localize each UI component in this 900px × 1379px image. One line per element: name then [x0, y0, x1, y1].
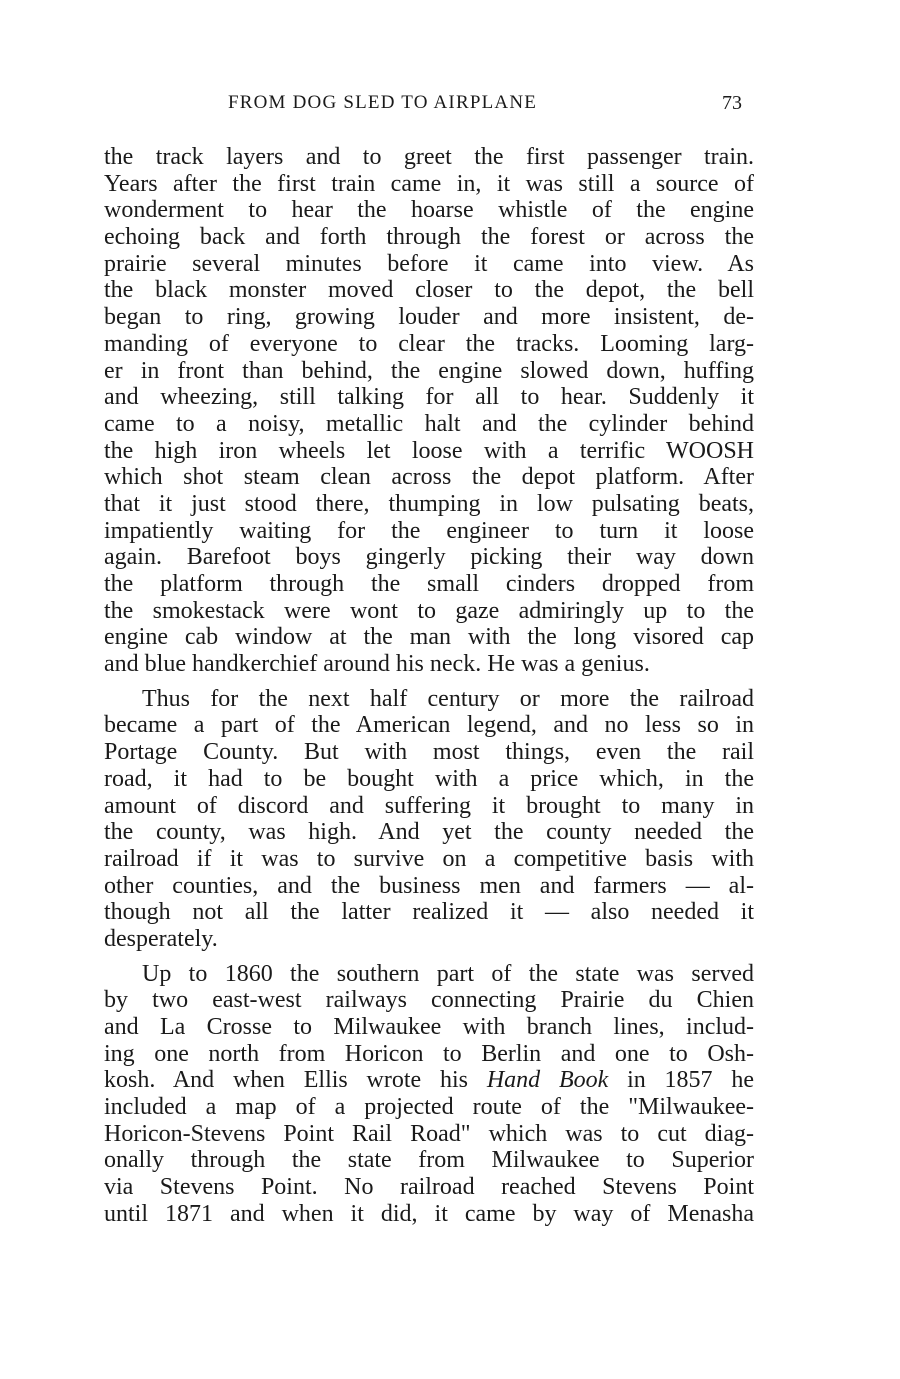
text-line: Years after the first train came in, it was still a source of	[104, 170, 754, 197]
text-line: by two east-west railways connecting Prairie du Chien	[104, 987, 754, 1014]
text-line: onally through the state from Milwaukee to Superior	[104, 1147, 754, 1174]
text-segment: kosh. And when Ellis wrote his	[104, 1067, 468, 1094]
text-line: again. Barefoot boys gingerly picking their way down	[104, 544, 754, 571]
text-line: and La Crosse to Milwaukee with branch lines, includ-	[104, 1014, 754, 1040]
paragraph-3	[104, 961, 754, 1228]
text-line: became a part of the American legend, and no less so in	[104, 712, 754, 739]
text-line: via Stevens Point. No railroad reached Stevens Point	[104, 1174, 754, 1201]
text-line: railroad if it was to survive on a competitive basis with	[104, 845, 754, 872]
text-line: came to a noisy, metallic halt and the cylinder behind	[104, 410, 754, 437]
text-line: the high iron wheels let loose with a terrific WOOSH	[104, 437, 754, 464]
text-line: ing one north from Horicon to Berlin and one to Osh-	[104, 1040, 754, 1067]
text-line: the platform through the small cinders dropped from	[104, 571, 754, 597]
paragraph-1	[104, 144, 754, 678]
text-line: amount of discord and suffering it brought to many in	[104, 792, 754, 819]
paragraph-2	[104, 686, 754, 953]
text-line: manding of everyone to clear the tracks. Looming larg-	[104, 330, 754, 357]
text-line: began to ring, growing louder and more insistent, de-	[104, 304, 754, 331]
book-title: Hand Book	[486, 1067, 609, 1094]
text-line: and wheezing, still talking for all to hear. Suddenly it	[104, 384, 754, 411]
text-line: the county, was high. And yet the county needed the	[104, 819, 754, 846]
text-line: and blue handkerchief around his neck. He was a genius.	[104, 651, 650, 678]
page-number: 73	[722, 92, 742, 114]
text-line: until 1871 and when it did, it came by way of Menasha	[104, 1200, 754, 1227]
running-title: FROM DOG SLED TO AIRPLANE	[228, 92, 538, 113]
text-line: wonderment to hear the hoarse whistle of the engine	[104, 197, 754, 224]
text-line: road, it had to be bought with a price which, in the	[104, 765, 754, 792]
text-line: included a map of a projected route of the "Milwaukee-	[104, 1094, 754, 1121]
text-line: which shot steam clean across the depot platform. After	[104, 464, 754, 491]
text-line: that it just stood there, thumping in low pulsating beats,	[104, 490, 754, 517]
text-line: Horicon-Stevens Point Rail Road" which was to cut diag-	[104, 1120, 754, 1147]
text-line: echoing back and forth through the forest or across the	[104, 224, 754, 251]
text-line: engine cab window at the man with the long visored cap	[104, 624, 754, 651]
book-page	[104, 88, 754, 1228]
text-line: other counties, and the business men and farmers — al-	[104, 872, 754, 899]
text-line: Portage County. But with most things, even the rail	[104, 739, 754, 766]
text-line: Up to 1860 the southern part of the state was served	[142, 960, 754, 987]
text-line: Thus for the next half century or more the railroad	[142, 685, 754, 712]
text-line: the smokestack were wont to gaze admiringly up to the	[104, 597, 754, 624]
text-line: desperately.	[104, 925, 218, 952]
text-line: impatiently waiting for the engineer to turn it loose	[104, 517, 754, 544]
running-head	[104, 88, 754, 122]
text-line: prairie several minutes before it came into view. As	[104, 250, 754, 277]
text-line: er in front than behind, the engine slowed down, huffing	[104, 357, 754, 384]
text-line: the track layers and to greet the first passenger train.	[104, 144, 754, 170]
text-line: the black monster moved closer to the depot, the bell	[104, 277, 754, 304]
text-segment: in 1857 he	[627, 1067, 755, 1094]
text-line-with-book-title	[104, 1067, 754, 1094]
text-line: though not all the latter realized it — also needed it	[104, 899, 754, 926]
